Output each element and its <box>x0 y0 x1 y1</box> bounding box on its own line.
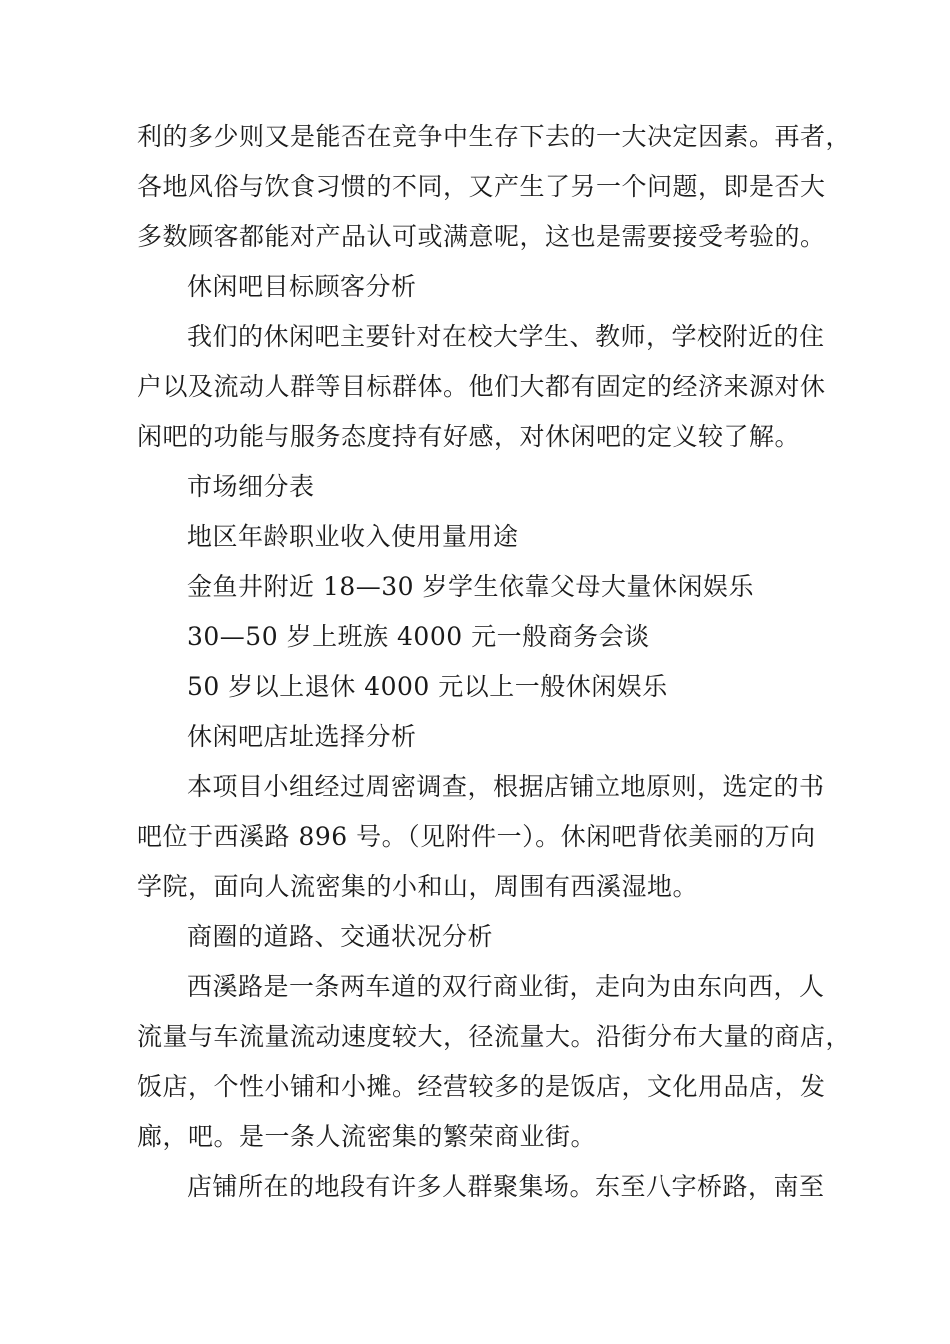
section-heading <box>137 712 847 762</box>
text-line: 闲吧的功能与服务态度持有好感，对休闲吧的定义较了解。 <box>137 422 801 451</box>
text-line: 我们的休闲吧主要针对在校大学生、教师，学校附近的住 <box>187 322 825 351</box>
table-row-text <box>137 562 847 612</box>
section-heading <box>137 462 847 512</box>
paragraph <box>137 762 847 912</box>
table-row-text <box>137 612 847 662</box>
text-line: 西溪路是一条两车道的双行商业街，走向为由东向西，人 <box>187 972 825 1001</box>
paragraph <box>137 962 852 1162</box>
text-line: 学院，面向人流密集的小和山，周围有西溪湿地。 <box>137 872 699 901</box>
text-line: 户以及流动人群等目标群体。他们大都有固定的经济来源对休 <box>137 372 826 401</box>
text-line: 地区年龄职业收入使用量用途 <box>187 522 519 551</box>
text-line: 市场细分表 <box>187 472 315 501</box>
text-line: 本项目小组经过周密调查，根据店铺立地原则，选定的书 <box>187 772 825 801</box>
text-line: 店铺所在的地段有许多人群聚集场。东至八字桥路，南至 <box>187 1172 825 1201</box>
table-row-text <box>137 512 847 562</box>
text-line: 休闲吧目标顾客分析 <box>187 272 417 301</box>
text-line: 利的多少则又是能否在竞争中生存下去的一大决定因素。再者， <box>137 122 852 151</box>
table-row-text <box>137 662 847 712</box>
document-body <box>137 112 852 1212</box>
paragraph <box>137 112 852 262</box>
text-line: 廊，吧。是一条人流密集的繁荣商业街。 <box>137 1122 597 1151</box>
text-line: 多数顾客都能对产品认可或满意呢，这也是需要接受考验的。 <box>137 222 826 251</box>
text-line: 饭店，个性小铺和小摊。经营较多的是饭店，文化用品店，发 <box>137 1072 826 1101</box>
paragraph <box>137 312 847 462</box>
text-line: 30—50 岁上班族 4000 元一般商务会谈 <box>187 622 650 651</box>
text-line: 50 岁以上退休 4000 元以上一般休闲娱乐 <box>187 672 668 701</box>
text-line: 各地风俗与饮食习惯的不同，又产生了另一个问题，即是否大 <box>137 172 826 201</box>
text-line: 流量与车流量流动速度较大，径流量大。沿街分布大量的商店， <box>137 1022 852 1051</box>
text-line: 商圈的道路、交通状况分析 <box>187 922 494 951</box>
section-heading <box>137 262 847 312</box>
section-heading <box>137 912 847 962</box>
text-line: 休闲吧店址选择分析 <box>187 722 417 751</box>
text-line: 金鱼井附近 18—30 岁学生依靠父母大量休闲娱乐 <box>187 572 755 601</box>
paragraph <box>137 1162 847 1212</box>
text-line: 吧位于西溪路 896 号。（见附件一）。休闲吧背依美丽的万向 <box>137 822 816 851</box>
